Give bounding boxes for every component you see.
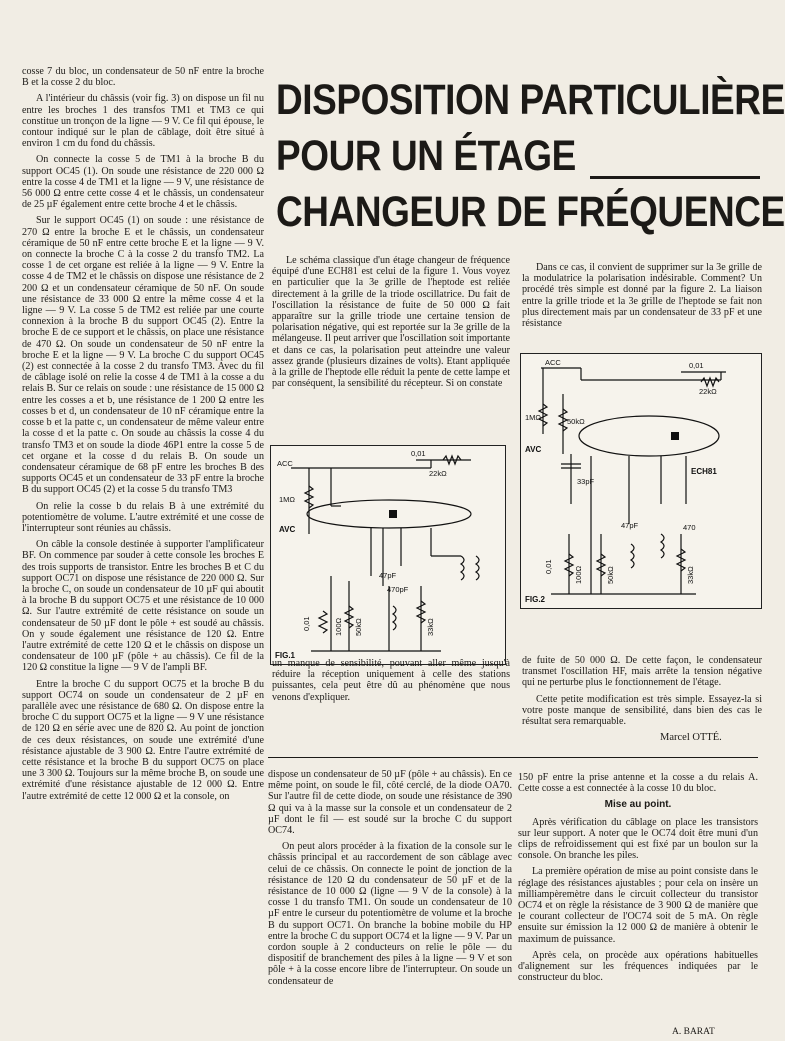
- fig2-tube-label: ECH81: [691, 467, 717, 476]
- fig1-r50-label: 50kΩ: [354, 618, 363, 636]
- section-heading: Mise au point.: [604, 799, 672, 811]
- figure-2-schematic: [520, 353, 762, 609]
- title-line-1: DISPOSITION PARTICULIÈRE: [276, 76, 785, 124]
- middle-column-top: [272, 255, 510, 394]
- fig2-avc-label: AVC: [525, 445, 542, 454]
- fig1-caption: FIG.1: [275, 651, 296, 660]
- paragraph: A l'intérieur du châssis (voir fig. 3) on dispose un fil nu entre les broches 1 des transfos TM1 et TM3 ce qui constitue un tronçon de la ligne — 9 V. Ce fil qui épouse, le contour indiqué sur le plan de câblage, doit être situé à environ 1 cm du fond du châssis.: [22, 93, 264, 150]
- fig2-c-top-label: 0,01: [689, 361, 704, 370]
- middle-column-bottom: [268, 769, 512, 992]
- paragraph: Dans ce cas, il convient de supprimer sur la 3e grille de la modulatrice la polarisation indésirable. Comment? Un procédé très simple est donné par la figure 2. La liaison entre la grille triode et la 3e grille de l'heptode se fait non plus directement mais par un condensateur de 33 pF et une résistance: [522, 262, 762, 330]
- paragraph: Après vérification du câblage on place les transistors sur leur support. A noter que le OC74 doit être muni d'un clips de refroidissement qui est fixé par un boulon sur la console. On branche les piles.: [518, 816, 758, 862]
- figure-2-drawing: [521, 354, 761, 608]
- right-column-top: [522, 262, 762, 334]
- fig1-c470-label: 470pF: [387, 585, 409, 594]
- fig2-r-top-label: 22kΩ: [699, 387, 717, 396]
- author-signature-2: A. BARAT: [672, 1027, 715, 1037]
- section-divider: [268, 757, 758, 758]
- title-line-3: CHANGEUR DE FRÉQUENCE: [276, 188, 785, 236]
- middle-column-continued: [272, 658, 510, 708]
- paragraph: Cette petite modification est très simple. Essayez-la si votre poste manque de sensibilité, dans bien des cas le résultat sera remarquable.: [522, 693, 762, 728]
- paragraph: Sur le support OC45 (1) on soude : une résistance de 270 Ω entre la broche E et le châssis, un condensateur céramique de 50 nF entre cette broche E et la ligne — 9 V. on connecte la broche C à la cosse 2 du transfo TM2. La cosse 1 de cet organe est reliée à la ligne — 9 V. Entre la cosse 4 de TM2 et le châssis on dispose une résistance de 2 200 Ω et un condensateur céramique de 50 nF. On soude une résistance de 33 000 Ω entre la même cosse 4 et la ligne — 9 V. La cosse 5 de TM2 est reliée par une courte connexion à la broche B du support OC45 (2). Entre la broche E de ce support et le châssis, on place une résistance de 470 Ω. On soude un condensateur de 50 nF entre la broche E et la ligne — 9 V. La broche C du support OC45 (2) est connectée à la cosse 2 du transfo TM3. Avec du fil de câblage isolé on relie la cosse 4 de TM1 à la cosse a du relais B. Sur ce relais on soude : une résistance de 15 000 Ω entre les cosses a et b, une résistance de 1 200 Ω entre les cosses b et d, un condensateur de 10 nF céramique entre la cosse b et la patte c, un condensateur de même valeur entre la cosse d et la patte c. On soude au châssis la cosse 4 du transfo TM3 et on soude la diode 46P1 entre la cosse 5 de cet organe et la cosse d du relais B. On soude un condensateur céramique de 68 pF entre les broches B des supports OC45 et un condensateur de 33 pF entre la broche B du support OC45 (2) et la cosse 5 du transfo TM3: [22, 215, 264, 496]
- figure-1-drawing: [271, 446, 505, 664]
- paragraph: 150 pF entre la prise antenne et la cosse a du relais A. Cette cosse a est connectée à la cosse 10 du bloc.: [518, 772, 758, 795]
- paragraph: On peut alors procéder à la fixation de la console sur le châssis principal et au raccordement de son câblage avec celui de ce châssis. On connecte le point de jonction de la résistance de 120 Ω du condensateur de 50 µF et de la résistance de 10 000 Ω (ligne — 9 V de la console) à la cosse 1 du transfo TM1. On soude un condensateur de 10 µF entre le curseur du potentiomètre de volume et la broche B du support OC71. On branche la bobine mobile du HP entre la broche C du support OC74 et la ligne — 9 V. Par un cordon souple à 2 conducteurs on relie le pôle — du dispositif de branchement des piles à la ligne — 9 V et son pôle + à la cosse encore libre de l'interrupteur. On soude un condensateur de: [268, 841, 512, 987]
- paragraph: Après cela, on procède aux opérations habituelles d'alignement sur les fréquences indiquées par le constructeur du bloc.: [518, 949, 758, 984]
- paragraph: dispose un condensateur de 50 µF (pôle + au châssis). En ce même point, on soude le fil, côté cerclé, de la diode OA70. Sur l'autre fil de cette diode, on soude une résistance de 390 Ω qui va à la masse sur la console et un condensateur de 2 µF dont le fil — est soudé sur la broche C du support OC74.: [268, 769, 512, 837]
- fig1-c001-label: 0,01: [302, 616, 311, 631]
- fig2-r1-label: 1MΩ: [525, 413, 542, 422]
- fig2-r50b-label: 50kΩ: [606, 566, 615, 584]
- fig1-r-top-label: 22kΩ: [429, 469, 447, 478]
- paragraph: La première opération de mise au point consiste dans le réglage des résistances ajustables ; pour cela on insère un milliampèremètre dans le circuit collecteur du transistor OC74 et on règle la résistance de 3 900 Ω de manière que le courant collecteur de l'OC74 soit de 5 mA. On règle ensuite sur émission la 12 000 Ω de manière à obtenir le maximum de puissance.: [518, 866, 758, 945]
- fig2-r50a-label: 50kΩ: [567, 417, 585, 426]
- fig2-c47-label: 47pF: [621, 521, 639, 530]
- figure-1-schematic: [270, 445, 506, 665]
- paragraph: Le schéma classique d'un étage changeur de fréquence équipé d'une ECH81 est celui de la figure 1. Vous voyez en particulier que la 3e grille de l'heptode est reliée directement à la grille de la triode oscillatrice. Du fait de l'oscillation la résistance de fuite de 50 000 Ω fait apparaître sur la grille triode une certaine tension de polarisation négative, qui est reportée sur la 3e grille de la mélangeuse. Il peut arriver que l'oscillation soit importante et dans ce cas, la polarisation peut atteindre une valeur assez grande (plusieurs dizaines de volts). Etant appliquée à la grille de l'heptode elle réduit la pente de cette lampe et par conséquent, la sensibilité du récepteur. Si on constate: [272, 255, 510, 390]
- fig1-acc-label: ACC: [277, 459, 293, 468]
- fig2-r470-label: 470: [683, 523, 696, 532]
- left-column: [22, 66, 264, 807]
- fig2-acc-label: ACC: [545, 358, 561, 367]
- title-line-2: POUR UN ÉTAGE: [276, 132, 576, 180]
- paragraph: un manque de sensibilité, pouvant aller même jusqu'à réduire la réception uniquement à celle des stations puissantes, cela peut être dû au phénomène que nous venons d'expliquer.: [272, 658, 510, 703]
- paragraph: cosse 7 du bloc, un condensateur de 50 nF entre la broche B et la cosse 2 du bloc.: [22, 66, 264, 89]
- right-column-continued: [522, 655, 762, 732]
- fig1-r100-label: 100Ω: [334, 617, 343, 636]
- paragraph: On relie la cosse b du relais B à une extrémité du potentiomètre de volume. L'autre extrémité et une cosse de l'interrupteur sont réunies au châssis.: [22, 500, 264, 534]
- fig1-r33-label: 33kΩ: [426, 618, 435, 636]
- paragraph: On connecte la cosse 5 de TM1 à la broche B du support OC45 (1). On soude une résistance de 220 000 Ω entre la cosse 4 de TM1 et la ligne — 9 V, une résistance de 56 000 Ω entre cette cosse 4 et le châssis, un condensateur de 25 µF également entre cette broche 4 et le châssis.: [22, 154, 264, 211]
- title-rule: [590, 176, 760, 179]
- right-column-bottom: [518, 772, 758, 988]
- fig2-caption: FIG.2: [525, 595, 546, 604]
- fig2-r100-label: 100Ω: [574, 565, 583, 584]
- fig1-c47-label: 47pF: [379, 571, 397, 580]
- fig1-c-top-label: 0,01: [411, 449, 426, 458]
- fig2-c33-label: 33pF: [577, 477, 595, 486]
- fig2-r33-label: 33kΩ: [686, 566, 695, 584]
- paragraph: de fuite de 50 000 Ω. De cette façon, le condensateur transmet l'oscillation HF, mais arrête la tension négative qui ne perturbe plus le fonctionnement de l'étage.: [522, 655, 762, 689]
- fig2-c001-label: 0,01: [544, 559, 553, 574]
- article-title: [276, 72, 785, 240]
- paragraph: Entre la broche C du support OC75 et la broche B du support OC74 on soude un condensateur de 2 µF en parallèle avec une résistance de 680 Ω. On dispose entre la broche C du support OC75 et la ligne — 9 V une résistance de 120 Ω en série avec une de 820 Ω. Au point de jonction de ces deux résistances, on soude une extrémité d'une résistance ajustable de 3 900 Ω. Entre l'autre extrémité de cette résistance et la broche B du support OC75 on place une 3 300 Ω. Toujours sur la même broche B, on soude une extrémité d'une résistance ajustable de 12 000 Ω. Entre l'autre extrémité de cette 12 000 Ω et la console, on: [22, 678, 264, 802]
- paragraph: On câble la console destinée à supporter l'amplificateur BF. On commence par souder à cette console les broches E des trois supports de transistor. Entre les broches B et C du support OC71 on dispose une résistance de 220 000 Ω. Sur la broche C, on soude un condensateur de 10 µF qui aboutit à la broche B du support OC75 et une résistance de 10 000 Ω. Sur l'autre extrémité de cette résistance on soude un condensateur de 50 µF dont le pôle + est soudé au châssis. On y soude également une résistance de 120 Ω. Entre l'autre extrémité de cette 120 Ω et le châssis on dispose un condensateur de 100 µF (pôle + au châssis). Ce fil de la 120 Ω constitue la ligne — 9 V de l'ampli BF.: [22, 539, 264, 674]
- fig1-avc-label: AVC: [279, 525, 296, 534]
- fig1-r1-label: 1MΩ: [279, 495, 296, 504]
- author-signature-1: Marcel OTTÉ.: [660, 732, 722, 743]
